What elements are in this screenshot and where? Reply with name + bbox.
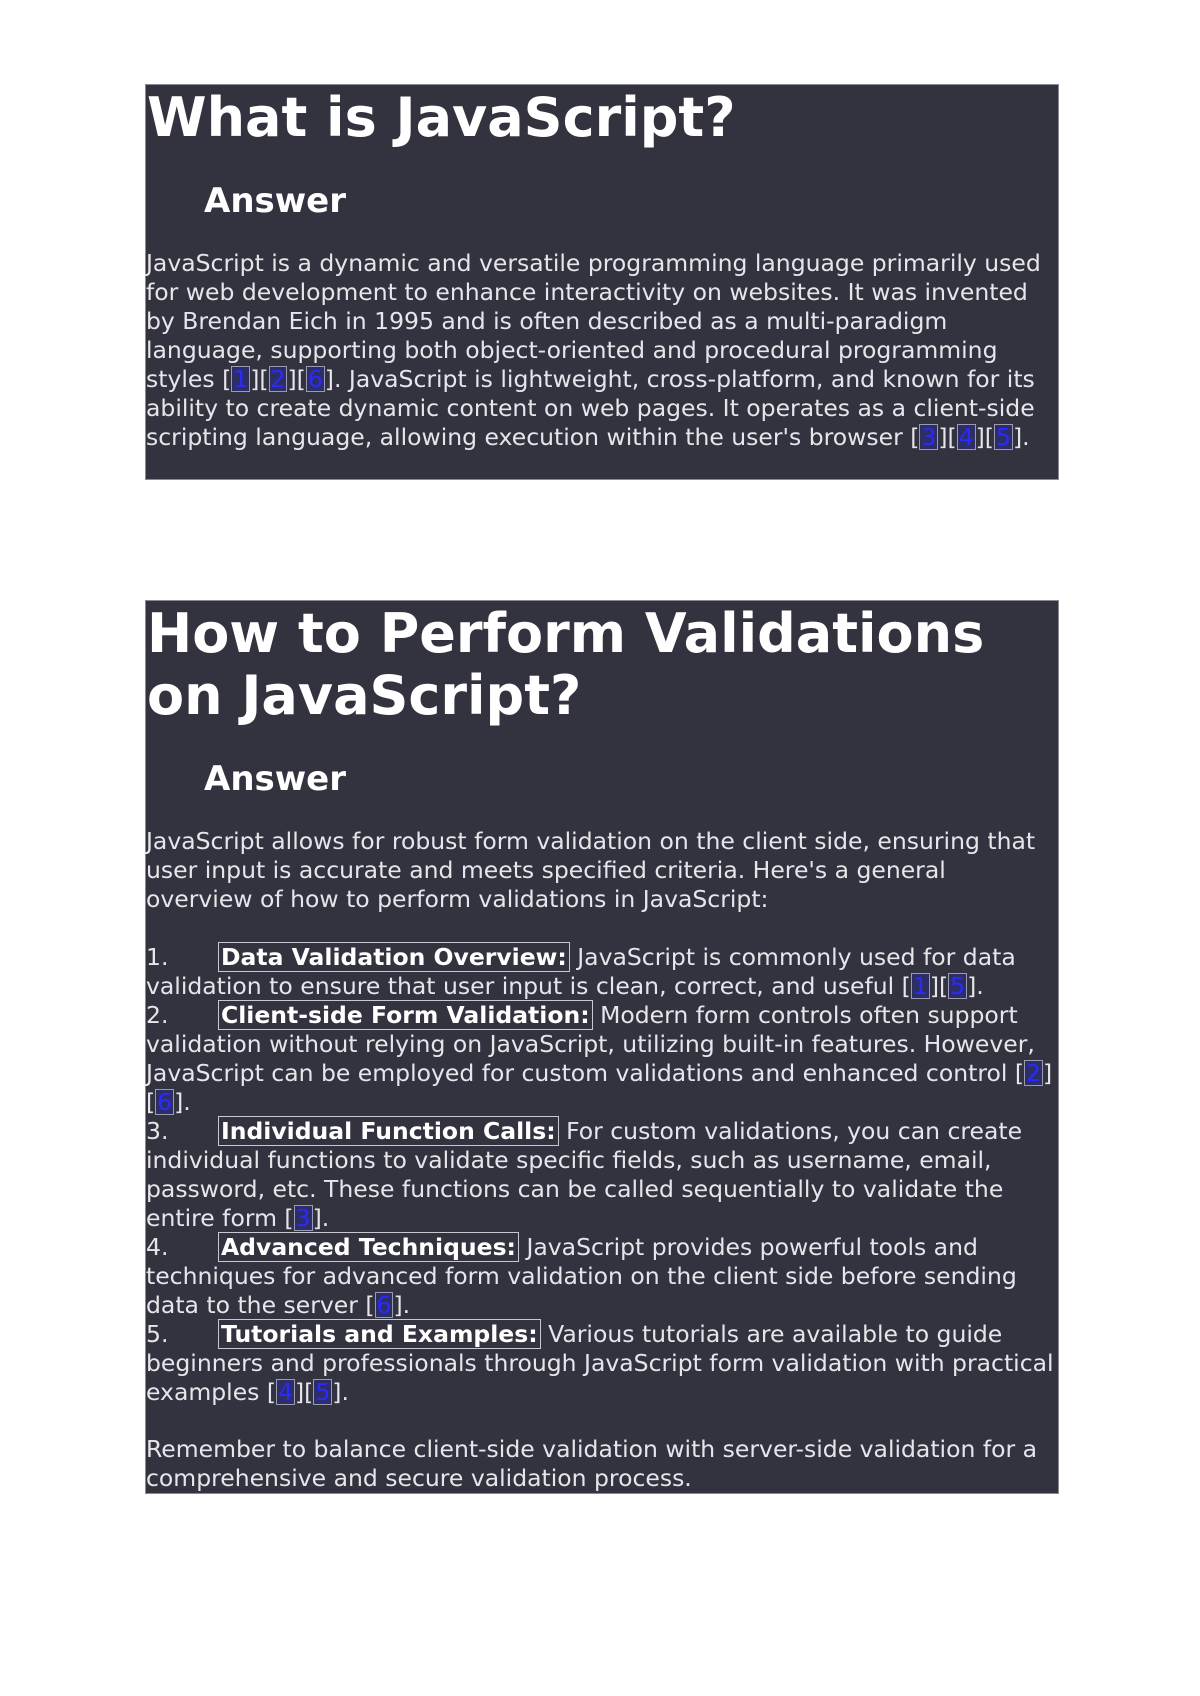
citation-link[interactable]: 5 bbox=[995, 423, 1011, 451]
list-item: 2. Client-side Form Validation: Modern form controls often support validation without relying on JavaScript, utilizing built-in features. However, JavaScript can be employed for custom validations and enhanced control [2][6]. bbox=[146, 1001, 1053, 1116]
section-title: What is JavaScript? bbox=[147, 86, 736, 149]
item-number: 1. bbox=[146, 943, 169, 971]
item-number: 4. bbox=[146, 1233, 169, 1261]
list-item: 5. Tutorials and Examples: Various tutorials are available to guide beginners and professionals through JavaScript form validation with practical examples [4][5]. bbox=[146, 1320, 1054, 1406]
section-how-to-validate bbox=[145, 600, 1059, 1494]
citation-link[interactable]: 5 bbox=[315, 1378, 331, 1406]
list-item: 3. Individual Function Calls: For custom validations, you can create individual functions to validate specific fields, such as username, email, password, etc. These functions can be called sequentially to validate the entire form [3]. bbox=[146, 1117, 1023, 1232]
citation-link[interactable]: 6 bbox=[157, 1088, 173, 1116]
citation-link[interactable]: 3 bbox=[921, 423, 937, 451]
citation-link[interactable]: 5 bbox=[950, 972, 966, 1000]
section-what-is-javascript bbox=[145, 84, 1059, 480]
item-number: 3. bbox=[146, 1117, 169, 1145]
item-number: 5. bbox=[146, 1320, 169, 1348]
citation-link[interactable]: 3 bbox=[295, 1204, 311, 1232]
item-number: 2. bbox=[146, 1001, 169, 1029]
citation-link[interactable]: 2 bbox=[270, 365, 286, 393]
citation-link[interactable]: 4 bbox=[958, 423, 974, 451]
closing-paragraph: Remember to balance client-side validation with server-side validation for a comprehensive and secure validation process. bbox=[146, 1435, 1038, 1492]
answer-heading: Answer bbox=[204, 759, 346, 799]
citation-link[interactable]: 1 bbox=[912, 972, 928, 1000]
item-title: Data Validation Overview: bbox=[218, 942, 570, 972]
list-item: 1. Data Validation Overview: JavaScript is commonly used for data validation to ensure that user input is clean, correct, and useful [1][5]. bbox=[146, 943, 1016, 1000]
intro-paragraph: JavaScript allows for robust form validation on the client side, ensuring that user input is accurate and meets specified criteria. Here's a general overview of how to perform validations in JavaScript: bbox=[146, 827, 1036, 913]
answer-paragraph: JavaScript is a dynamic and versatile programming language primarily used for web development to enhance interactivity on websites. It was invented by Brendan Eich in 1995 and is often described as a multi-paradigm language, supporting both object-oriented and procedural programming styles [1][2][6]. JavaScript is lightweight, cross-platform, and known for its ability to create dynamic content on web pages. It operates as a client-side scripting language, allowing execution within the user's browser [3][4][5]. bbox=[146, 249, 1041, 451]
citation-link[interactable]: 2 bbox=[1026, 1059, 1041, 1087]
citation-link[interactable]: 4 bbox=[278, 1378, 293, 1406]
item-title: Individual Function Calls: bbox=[218, 1116, 559, 1146]
validation-steps-list bbox=[146, 943, 1058, 1407]
item-title: Client-side Form Validation: bbox=[218, 1000, 593, 1030]
citation-link[interactable]: 6 bbox=[376, 1291, 392, 1319]
item-title: Tutorials and Examples: bbox=[218, 1319, 541, 1349]
list-item: 4. Advanced Techniques: JavaScript provides powerful tools and techniques for advanced form validation on the client side before sending data to the server [6]. bbox=[146, 1233, 1017, 1319]
citation-link[interactable]: 6 bbox=[307, 365, 323, 393]
answer-heading: Answer bbox=[204, 181, 346, 221]
citation-link[interactable]: 1 bbox=[233, 365, 249, 393]
item-title: Advanced Techniques: bbox=[218, 1232, 519, 1262]
section-title: How to Perform Validations on JavaScript? bbox=[147, 602, 985, 727]
